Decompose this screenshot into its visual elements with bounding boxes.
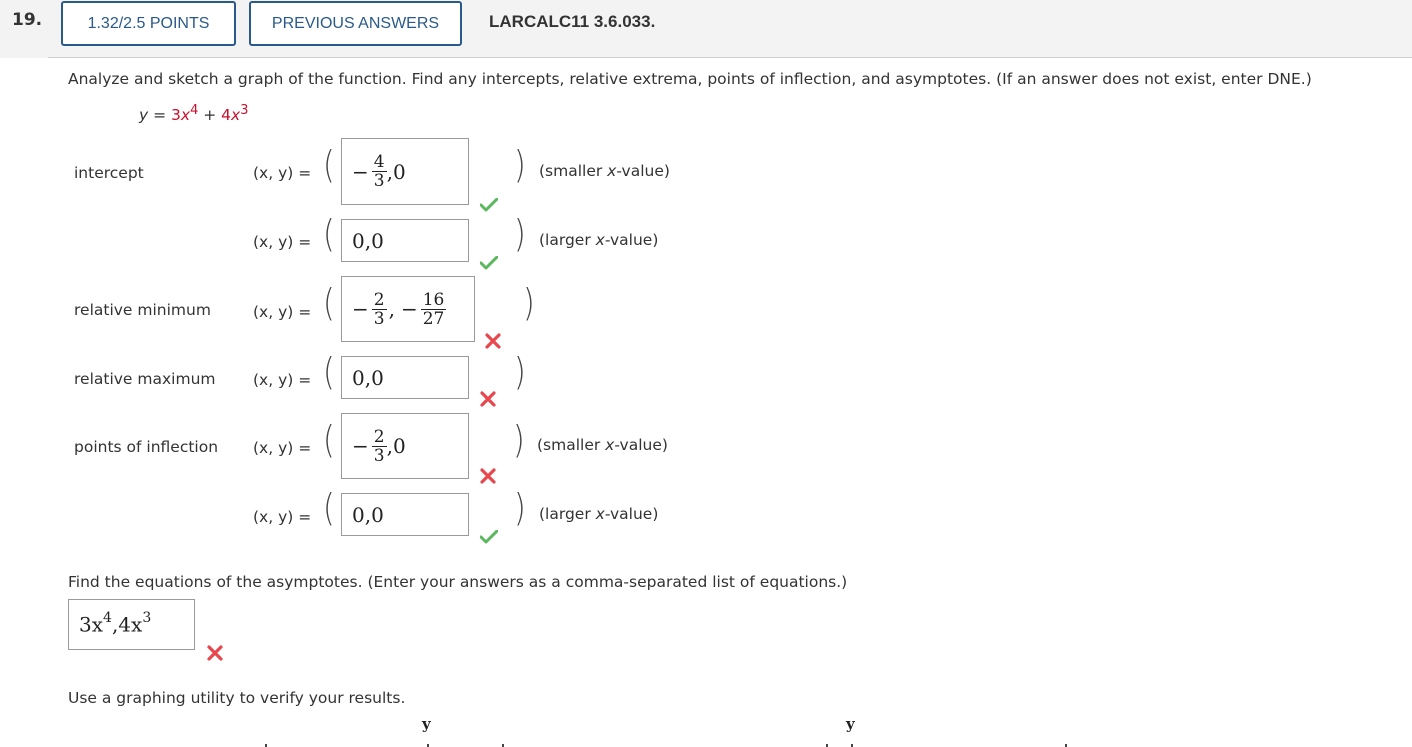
asym-term-a-exp: 4 [103, 610, 112, 626]
function-term1-coef: 3 [171, 106, 181, 125]
answer-fraction [372, 291, 387, 328]
incorrect-x-icon [480, 391, 496, 407]
verify-text: Use a graphing utility to verify your results. [68, 689, 406, 707]
incorrect-x-icon [207, 645, 223, 661]
fraction-numerator: 2 [373, 426, 385, 447]
correct-check-icon [480, 256, 498, 270]
function-lhs: y [139, 106, 149, 125]
question-header [0, 0, 1412, 58]
answer-neg-sign: − [352, 159, 369, 184]
correct-check-icon [480, 198, 498, 212]
row-note: (smaller x-value) [537, 436, 668, 454]
close-paren: ) [523, 281, 535, 326]
question-prompt: Analyze and sketch a graph of the function. Find any intercepts, relative extrema, points of inflection, and asymptotes. (If an answer does not exist, enter DNE.) [68, 70, 1312, 88]
fraction-numerator: 4 [373, 152, 385, 172]
close-paren: ) [514, 486, 526, 531]
question-code: LARCALC11 3.6.033. [489, 12, 656, 31]
answer-text: 0,0 [352, 228, 384, 253]
open-paren: ( [323, 486, 335, 531]
header-divider [48, 57, 1412, 58]
xy-label: (x, y) = [253, 371, 312, 389]
answer-text: 0,0 [352, 365, 384, 390]
open-paren: ( [323, 350, 335, 395]
answer-rest: ,0 [386, 434, 406, 458]
row-note: (larger x-value) [539, 505, 659, 523]
function-term2-exp: 3 [240, 103, 249, 118]
close-paren: ) [514, 212, 526, 257]
asym-term-a: 3x [79, 612, 104, 637]
close-paren: ) [514, 143, 526, 188]
row-label-points-of-inflection: points of inflection [74, 438, 219, 456]
xy-label: (x, y) = [253, 164, 312, 182]
graph-y-axis-label: y [422, 715, 431, 733]
row-label-intercept: intercept [74, 164, 144, 182]
previous-answers-button[interactable]: PREVIOUS ANSWERS [249, 1, 462, 46]
answer-neg-sign: − [352, 297, 369, 321]
asym-term-b: ,4x [111, 612, 143, 637]
fraction-numerator: 2 [373, 289, 385, 310]
function-equals: = [148, 106, 172, 125]
answer-separator: , [388, 297, 395, 321]
intercept-larger-answer-box[interactable] [341, 219, 469, 262]
correct-check-icon [480, 530, 498, 544]
xy-label: (x, y) = [253, 233, 312, 251]
answer-fraction-2 [421, 291, 447, 328]
intercept-smaller-answer-box[interactable] [341, 138, 469, 205]
fraction-denominator: 3 [373, 171, 385, 191]
open-paren: ( [323, 281, 335, 326]
asymptotes-answer-box[interactable] [68, 599, 195, 650]
asymptotes-prompt: Find the equations of the asymptotes. (Enter your answers as a comma-separated list of equations.) [68, 573, 848, 591]
open-paren: ( [323, 418, 335, 463]
answer-neg-sign-2: − [400, 297, 418, 321]
function-term1-var: x [180, 106, 191, 125]
function-term2-coef: 4 [221, 106, 232, 125]
open-paren: ( [323, 143, 335, 188]
incorrect-x-icon [485, 333, 501, 349]
points-button[interactable]: 1.32/2.5 POINTS [61, 1, 236, 46]
fraction-denominator: 3 [373, 445, 385, 466]
xy-label: (x, y) = [253, 508, 312, 526]
function-term2-var: x [231, 106, 241, 125]
answer-fraction [372, 428, 387, 465]
fraction-denominator: 3 [373, 308, 385, 329]
row-label-relative-minimum: relative minimum [74, 301, 211, 319]
graph-y-axis-label: y [846, 715, 855, 733]
function-plus: + [198, 106, 222, 125]
open-paren: ( [323, 212, 335, 257]
close-paren: ) [514, 350, 526, 395]
incorrect-x-icon [480, 468, 496, 484]
answer-rest: ,0 [386, 159, 406, 184]
answer-neg-sign: − [352, 434, 369, 458]
inflection-smaller-answer-box[interactable] [341, 413, 469, 479]
row-label-relative-maximum: relative maximum [74, 370, 216, 388]
xy-label: (x, y) = [253, 303, 312, 321]
answer-fraction [372, 153, 387, 190]
close-paren: ) [513, 418, 525, 463]
relative-minimum-answer-box[interactable] [341, 276, 475, 342]
function-expression [139, 103, 248, 124]
row-note: (smaller x-value) [539, 162, 670, 180]
inflection-larger-answer-box[interactable] [341, 493, 469, 536]
xy-label: (x, y) = [253, 439, 312, 457]
fraction-numerator: 16 [422, 289, 445, 310]
row-note: (larger x-value) [539, 231, 659, 249]
answer-text: 0,0 [352, 502, 384, 527]
relative-maximum-answer-box[interactable] [341, 356, 469, 399]
function-term1-exp: 4 [190, 103, 199, 118]
asym-term-b-exp: 3 [142, 610, 152, 626]
fraction-denominator: 27 [422, 308, 445, 329]
question-number: 19. [12, 10, 43, 30]
